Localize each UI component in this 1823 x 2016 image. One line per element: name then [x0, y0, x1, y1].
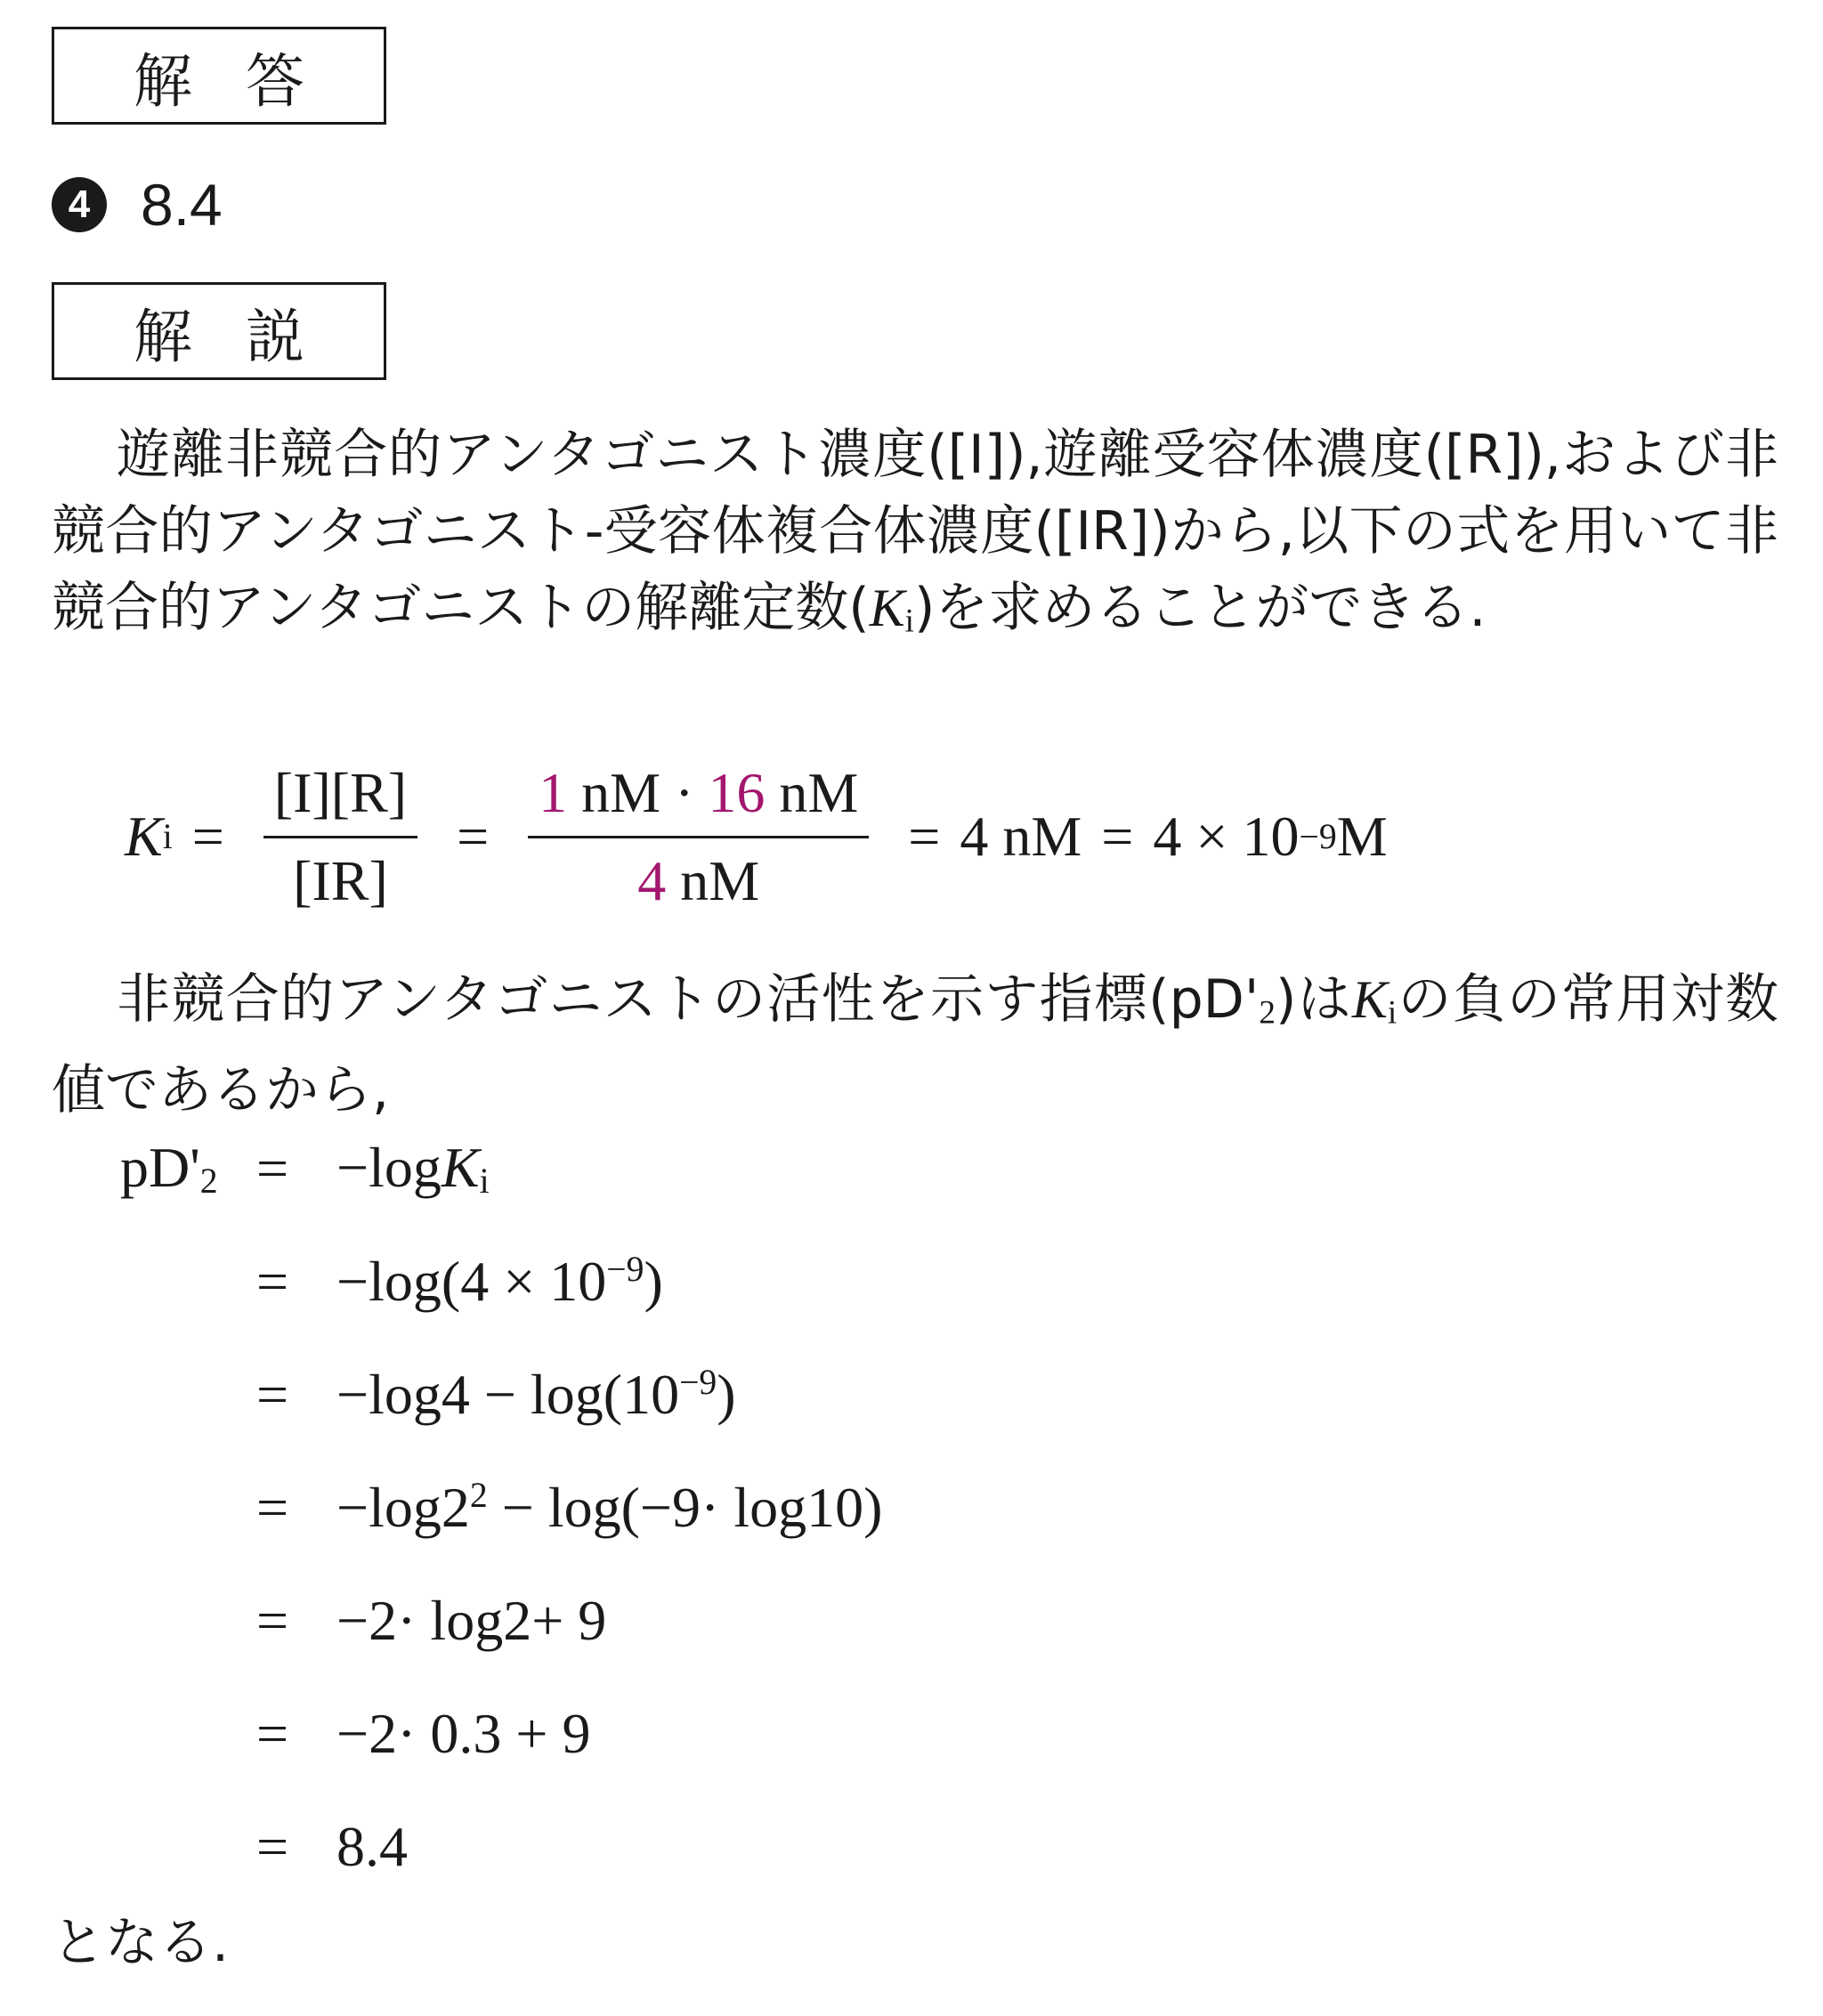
explanation-heading-box	[52, 282, 386, 380]
closing-text: となる.	[52, 1912, 230, 1974]
paragraph2-start: 非競合的アンタゴニストの活性を示す指標(pD'	[116, 968, 1260, 1031]
fraction-2-numerator	[528, 757, 869, 836]
paragraph1-symbol: K	[869, 579, 905, 637]
paragraph2-mid: )は	[1275, 968, 1352, 1031]
result-2: 4 × 10	[1153, 805, 1300, 868]
explanation-paragraph-2	[52, 961, 1778, 1129]
answer-heading-box	[52, 27, 386, 125]
equals-sign: =	[457, 805, 490, 868]
equals-sign: =	[256, 1589, 289, 1652]
equals-sign: =	[256, 1815, 289, 1878]
fraction-1-denominator: [IR]	[293, 848, 388, 912]
explanation-paragraph-1	[52, 417, 1778, 660]
equals-sign: =	[256, 1476, 289, 1539]
ki-lhs: K	[125, 805, 163, 868]
derivation-lhs-text: pD'	[120, 1136, 200, 1200]
paragraph1-end: )を求めることができる.	[913, 577, 1487, 639]
derivation-rhs: $-\log 2^2 - \log(-9\cdot \log 10)$	[336, 1476, 883, 1539]
paragraph1-symbol-sub: i	[904, 603, 914, 640]
unit-1: nM ·	[567, 760, 709, 824]
derivation-rhs: −logKi	[336, 1136, 490, 1202]
explanation-heading: 解説	[134, 302, 358, 371]
fraction-2	[528, 757, 869, 917]
equals-sign: =	[256, 1250, 289, 1313]
derivation-rhs: 8.4	[336, 1815, 408, 1878]
fraction-1	[263, 757, 417, 917]
paragraph2-symbol-sub: i	[1387, 994, 1398, 1032]
paragraph1-text: 遊離非競合的アンタゴニスト濃度([I]),遊離受容体濃度([R]),および非競合的アンタゴニスト‑受容体複合体濃度([IR])から,以下の式を用いて非競合的アンタゴニストの解離定数(	[52, 424, 1778, 639]
answer-number-badge: 4	[52, 177, 107, 232]
equals-sign: =	[256, 1137, 289, 1200]
derivation-rhs: $-\log 4 - \log(10^{-9})$	[336, 1363, 736, 1426]
answer-value: 8.4	[141, 172, 223, 238]
equals-sign: =	[191, 805, 224, 868]
paragraph2-sub: 2	[1259, 994, 1276, 1032]
fraction-2-denominator	[627, 838, 770, 917]
equals-sign: =	[908, 805, 941, 868]
derivation-lhs	[120, 1135, 254, 1202]
value-1: 1	[539, 760, 568, 824]
value-4: 4	[637, 848, 667, 912]
unit-2: nM	[765, 760, 859, 824]
equals-sign: =	[256, 1702, 289, 1765]
value-16: 16	[708, 760, 766, 824]
paragraph2-end: の負の常用対数値であるから,	[52, 968, 1778, 1121]
answer-line	[52, 174, 223, 236]
derivation-lhs-sub: 2	[199, 1162, 218, 1202]
unit-3: nM	[666, 848, 760, 912]
equals-sign: =	[256, 1363, 289, 1426]
derivation-rhs: −2· log2+ 9	[336, 1589, 607, 1652]
answer-heading: 解答	[134, 46, 358, 116]
ki-lhs-sub: i	[162, 817, 173, 856]
derivation-rhs: −2· 0.3 + 9	[336, 1702, 591, 1765]
equals-sign: =	[1101, 805, 1134, 868]
result-2-unit: M	[1336, 805, 1388, 868]
paragraph2-symbol: K	[1351, 970, 1388, 1029]
ki-equation	[125, 748, 1388, 926]
result-1: 4 nM	[960, 805, 1082, 868]
fraction-1-numerator: [I][R]	[273, 760, 408, 824]
result-2-exponent: −9	[1299, 817, 1337, 856]
derivation-rhs: $-\log(4 \times 10^{-9})$	[336, 1250, 663, 1313]
